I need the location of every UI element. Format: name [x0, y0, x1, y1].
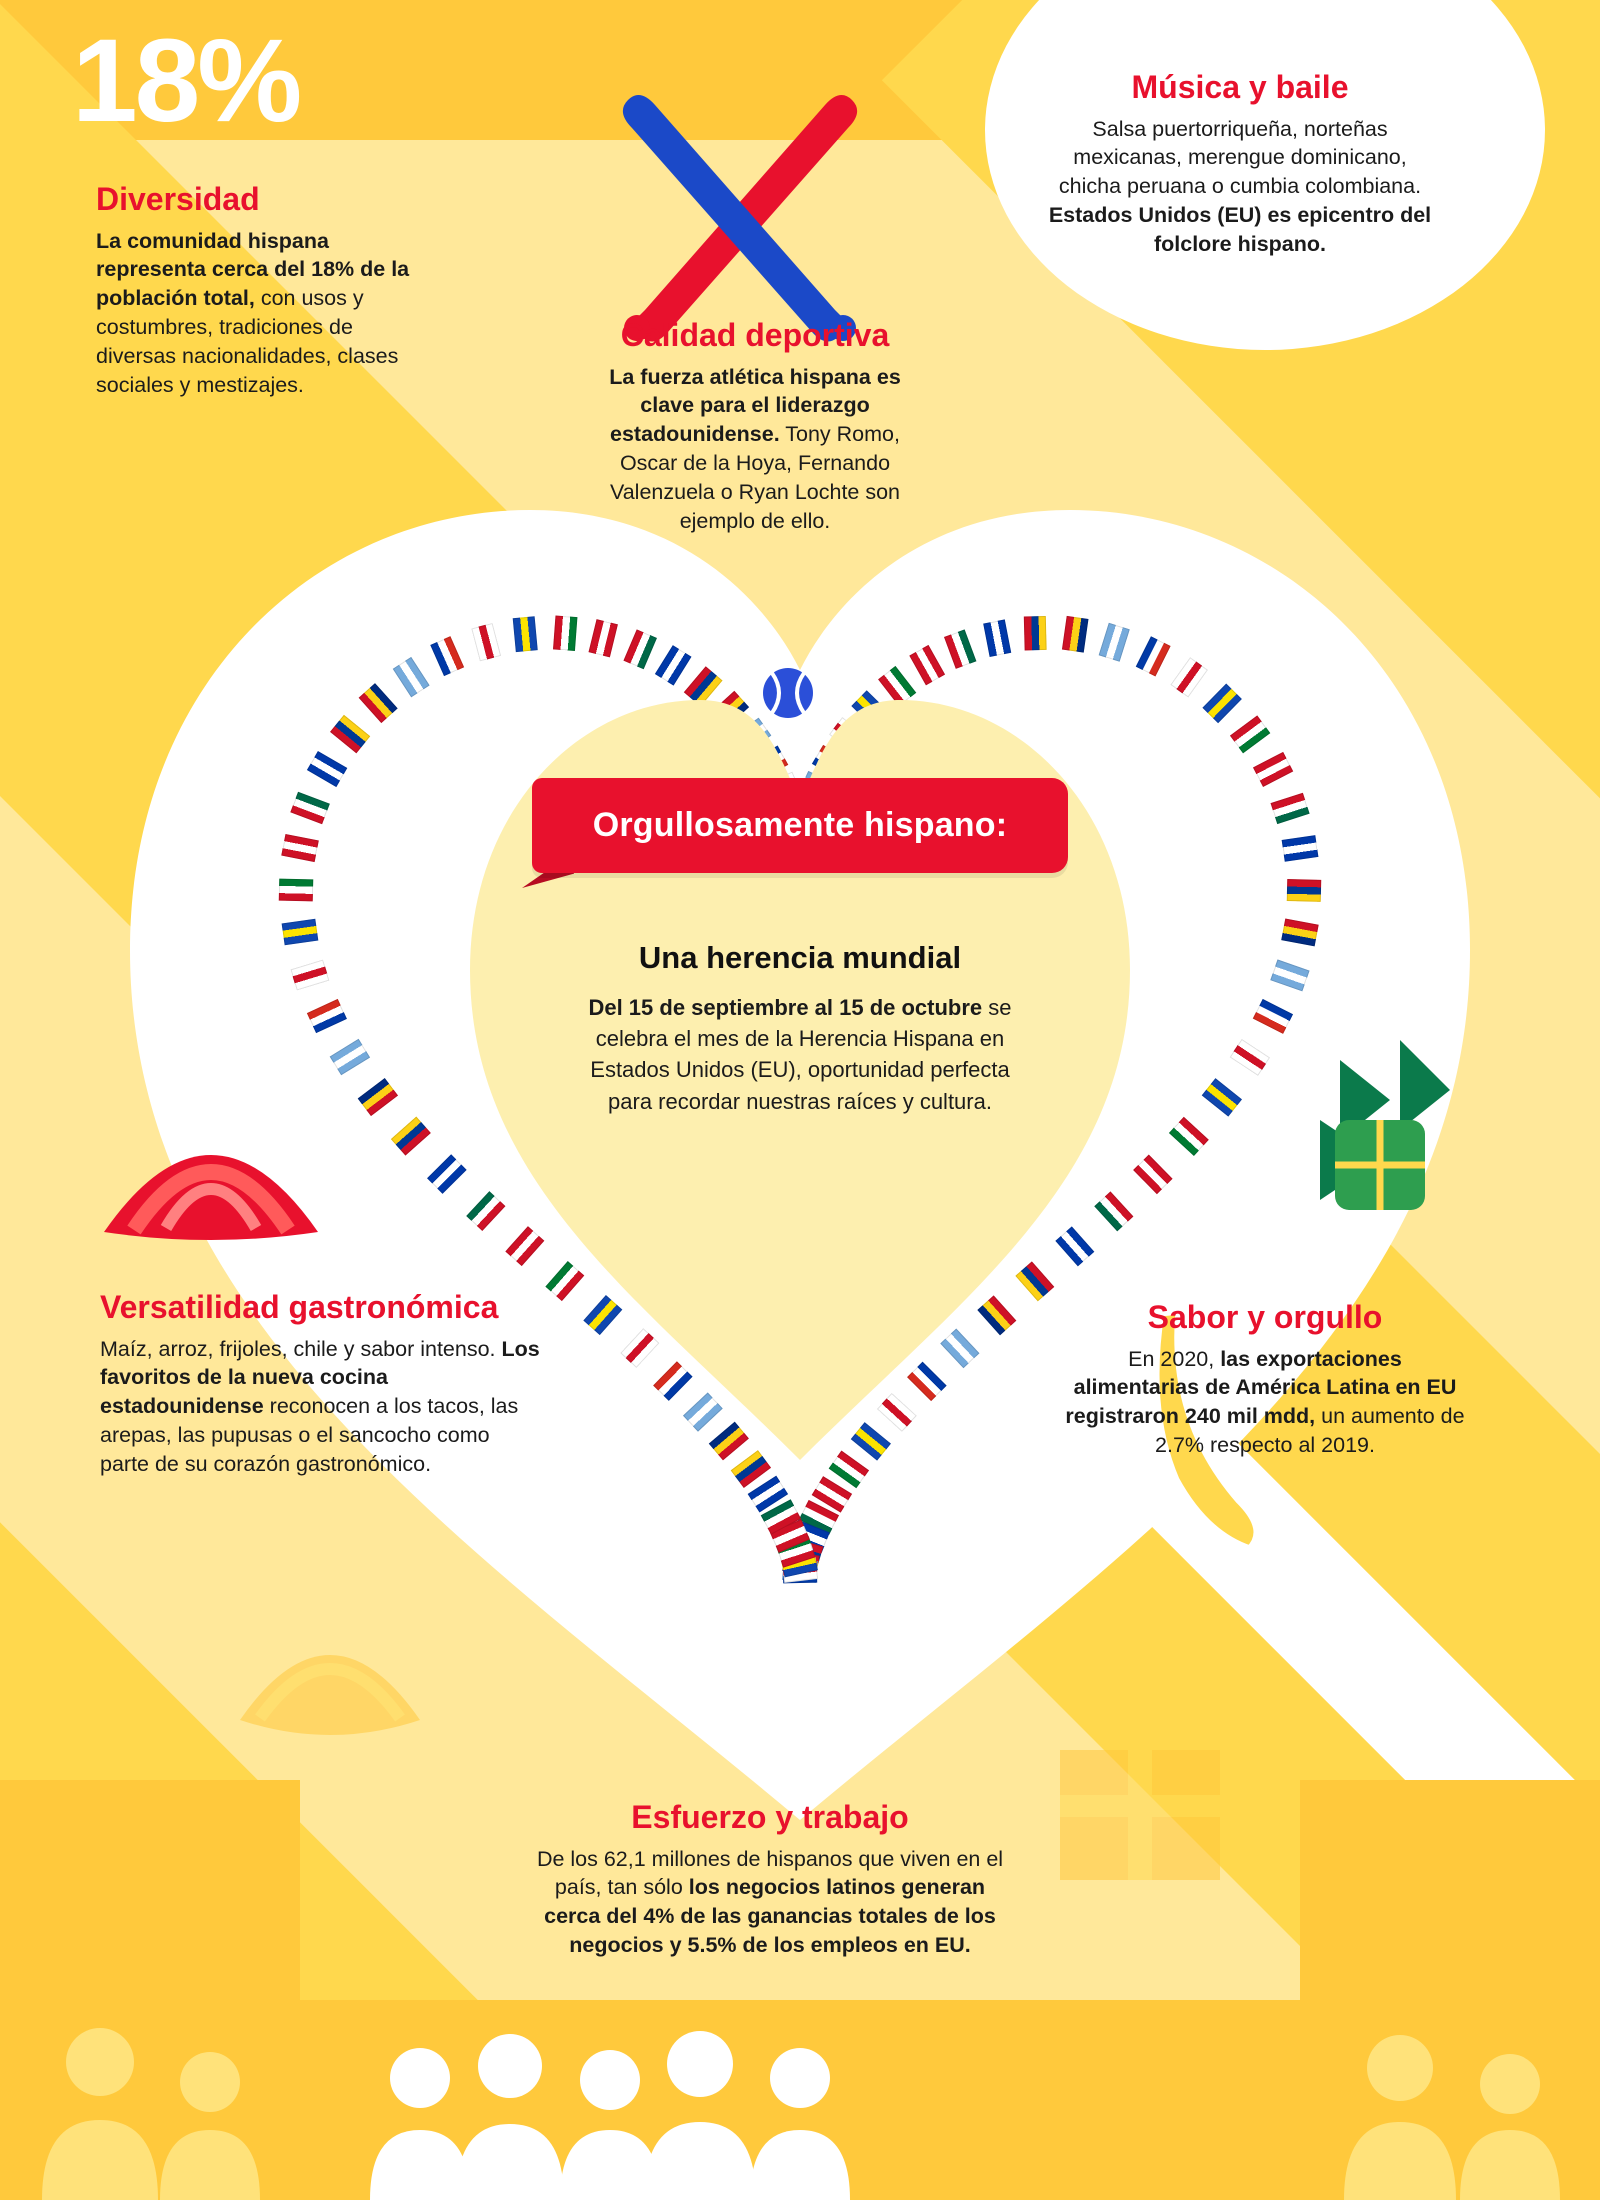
- musica-title: Música y baile: [1131, 69, 1349, 105]
- deporte-body: [590, 363, 920, 536]
- center-body: [585, 992, 1015, 1117]
- musica-bold: Estados Unidos (EU) es epicentro del folclore hispano.: [1048, 202, 1432, 256]
- diversidad-bold: La comunidad hispana representa cerca del 18% de la población total,: [96, 228, 410, 311]
- block-musica-baile: [1040, 70, 1440, 259]
- deporte-bold: La fuerza atlética hispana es clave para el liderazgo estadounidense.: [609, 364, 901, 447]
- ribbon-banner: [510, 770, 1090, 890]
- baseball-icon: [760, 665, 816, 721]
- chili-pepper-icon: [1280, 1030, 1470, 1230]
- taco-icon: [96, 1090, 326, 1240]
- country-flag: [1287, 878, 1322, 901]
- block-diversidad: [96, 182, 426, 399]
- baseball-bats-icon: [590, 70, 890, 350]
- diversidad-rest: con usos y costumbres, tradiciones de diversas nacionalidades, clases sociales y mestizajes.: [96, 286, 399, 397]
- diversity-percent: 18%: [72, 15, 300, 147]
- gastronomia-rest: reconocen a los tacos, las arepas, las pupusas o el sancocho como parte de su corazón gastronómico.: [100, 1394, 519, 1476]
- center-rest: se celebra el mes de la Herencia Hispana en Estados Unidos (EU), oportunidad perfecta para recordar nuestras raíces y cultura.: [590, 995, 1012, 1114]
- gastronomia-title: Versatilidad gastronómica: [100, 1289, 499, 1325]
- diversidad-title: Diversidad: [96, 181, 260, 217]
- sabor-lead: En 2020,: [1128, 1346, 1221, 1371]
- block-versatilidad-gastronomica: [100, 1290, 540, 1479]
- esfuerzo-lead: De los 62,1 millones de hispanos que viven en el país, tan sólo: [536, 1846, 1004, 1900]
- country-flag: [279, 878, 314, 901]
- deporte-rest: Tony Romo, Oscar de la Hoya, Fernando Valenzuela o Ryan Lochte son ejemplo de ello.: [609, 422, 901, 533]
- sabor-rest: un aumento de 2.7% respecto al 2019.: [1155, 1404, 1465, 1457]
- people-silhouettes-icon: [0, 2020, 1600, 2200]
- esfuerzo-body: [530, 1845, 1010, 1960]
- esfuerzo-title: Esfuerzo y trabajo: [631, 1799, 909, 1835]
- sabor-bold: las exportaciones alimentarias de América Latina en EU registraron 240 mil mdd,: [1065, 1346, 1457, 1429]
- center-bold: Del 15 de septiembre al 15 de octubre: [588, 995, 983, 1020]
- musica-lead: Salsa puertorriqueña, norteñas mexicanas, merengue dominicano, chicha peruana o cumbia colombiana.: [1058, 116, 1422, 199]
- block-sabor-orgullo: [1065, 1300, 1465, 1460]
- gastronomia-body: [100, 1335, 540, 1479]
- sabor-body: [1065, 1345, 1465, 1460]
- gastronomia-lead: Maíz, arroz, frijoles, chile y sabor intenso.: [100, 1336, 502, 1361]
- block-calidad-deportiva: [590, 318, 920, 535]
- deporte-title: Calidad deportiva: [620, 317, 890, 353]
- esfuerzo-bold: los negocios latinos generan cerca del 4% de las ganancias totales de los negocios y 5.5% de los empleos en EU.: [544, 1875, 996, 1957]
- musica-body: [1040, 115, 1440, 259]
- ribbon-text: Orgullosamente hispano:: [592, 806, 1008, 844]
- country-flag: [281, 919, 318, 946]
- gastronomia-bold: Los favoritos de la nueva cocina estadounidense: [100, 1336, 540, 1419]
- center-heart-text: [585, 940, 1015, 1117]
- sabor-title: Sabor y orgullo: [1147, 1299, 1383, 1335]
- block-esfuerzo-trabajo: [530, 1800, 1010, 1960]
- center-title: Una herencia mundial: [638, 940, 962, 975]
- diversidad-body: [96, 227, 426, 400]
